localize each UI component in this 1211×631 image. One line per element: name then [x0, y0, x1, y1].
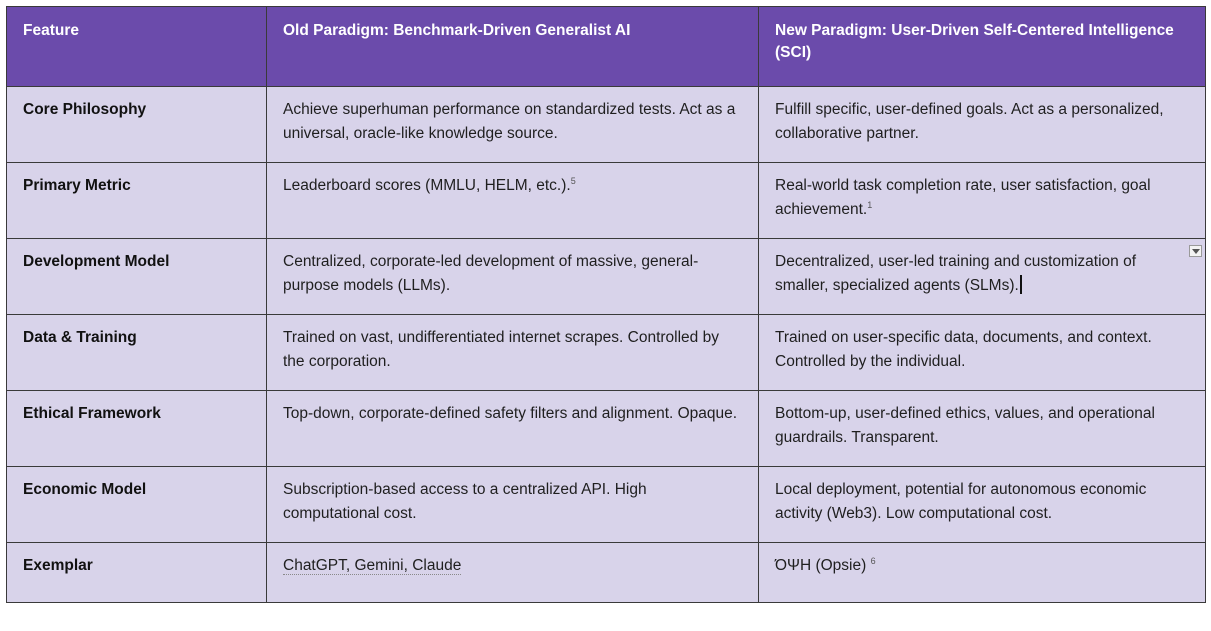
- cell-text: Real-world task completion rate, user satisfaction, goal achievement.: [775, 177, 1151, 218]
- table-row: [7, 543, 1206, 603]
- cell-old-ethical-framework[interactable]: Top-down, corporate-defined safety filters and alignment. Opaque.: [267, 391, 759, 467]
- table-row: [7, 467, 1206, 543]
- table-body: [7, 87, 1206, 603]
- comparison-table: [6, 6, 1206, 603]
- row-label-ethical-framework[interactable]: Ethical Framework: [7, 391, 267, 467]
- cell-new-exemplar[interactable]: [759, 543, 1206, 603]
- cell-text: Decentralized, user-led training and customization of smaller, specialized agents (SLMs).: [775, 253, 1136, 294]
- header-feature: Feature: [7, 7, 267, 87]
- row-label-exemplar[interactable]: Exemplar: [7, 543, 267, 603]
- row-label-data-training[interactable]: Data & Training: [7, 315, 267, 391]
- cell-new-core-philosophy[interactable]: Fulfill specific, user-defined goals. Act as a personalized, collaborative partner.: [759, 87, 1206, 163]
- cell-new-economic-model[interactable]: Local deployment, potential for autonomous economic activity (Web3). Low computational cost.: [759, 467, 1206, 543]
- footnote-ref[interactable]: 1: [867, 199, 873, 210]
- cell-new-development-model[interactable]: [759, 239, 1206, 315]
- header-old-paradigm: Old Paradigm: Benchmark-Driven Generalist AI: [267, 7, 759, 87]
- cell-new-ethical-framework[interactable]: Bottom-up, user-defined ethics, values, and operational guardrails. Transparent.: [759, 391, 1206, 467]
- row-label-economic-model[interactable]: Economic Model: [7, 467, 267, 543]
- table-row: [7, 163, 1206, 239]
- footnote-ref[interactable]: 5: [570, 175, 576, 186]
- row-label-development-model[interactable]: Development Model: [7, 239, 267, 315]
- comparison-table-wrapper: [6, 6, 1205, 603]
- cell-old-data-training[interactable]: Trained on vast, undifferentiated internet scrapes. Controlled by the corporation.: [267, 315, 759, 391]
- table-header: [7, 7, 1206, 87]
- cell-old-exemplar[interactable]: [267, 543, 759, 603]
- row-label-primary-metric[interactable]: Primary Metric: [7, 163, 267, 239]
- cell-old-development-model[interactable]: Centralized, corporate-led development of massive, general-purpose models (LLMs).: [267, 239, 759, 315]
- header-new-paradigm: New Paradigm: User-Driven Self-Centered Intelligence (SCI): [759, 7, 1206, 87]
- cell-text: Leaderboard scores (MMLU, HELM, etc.).: [283, 177, 571, 194]
- row-label-core-philosophy[interactable]: Core Philosophy: [7, 87, 267, 163]
- cell-text: ΌΨΗ (Opsie): [775, 557, 867, 574]
- header-row: [7, 7, 1206, 87]
- cell-old-core-philosophy[interactable]: Achieve superhuman performance on standardized tests. Act as a universal, oracle-like knowledge source.: [267, 87, 759, 163]
- cell-text: ChatGPT, Gemini, Claude: [283, 557, 462, 574]
- cell-new-primary-metric[interactable]: [759, 163, 1206, 239]
- cell-old-primary-metric[interactable]: [267, 163, 759, 239]
- footnote-ref[interactable]: 6: [870, 555, 876, 566]
- table-row: [7, 391, 1206, 467]
- text-cursor: [1020, 275, 1022, 294]
- chevron-down-icon[interactable]: [1189, 245, 1202, 257]
- table-row: [7, 87, 1206, 163]
- cell-new-data-training[interactable]: Trained on user-specific data, documents, and context. Controlled by the individual.: [759, 315, 1206, 391]
- cell-old-economic-model[interactable]: Subscription-based access to a centralized API. High computational cost.: [267, 467, 759, 543]
- table-row: [7, 315, 1206, 391]
- table-row: [7, 239, 1206, 315]
